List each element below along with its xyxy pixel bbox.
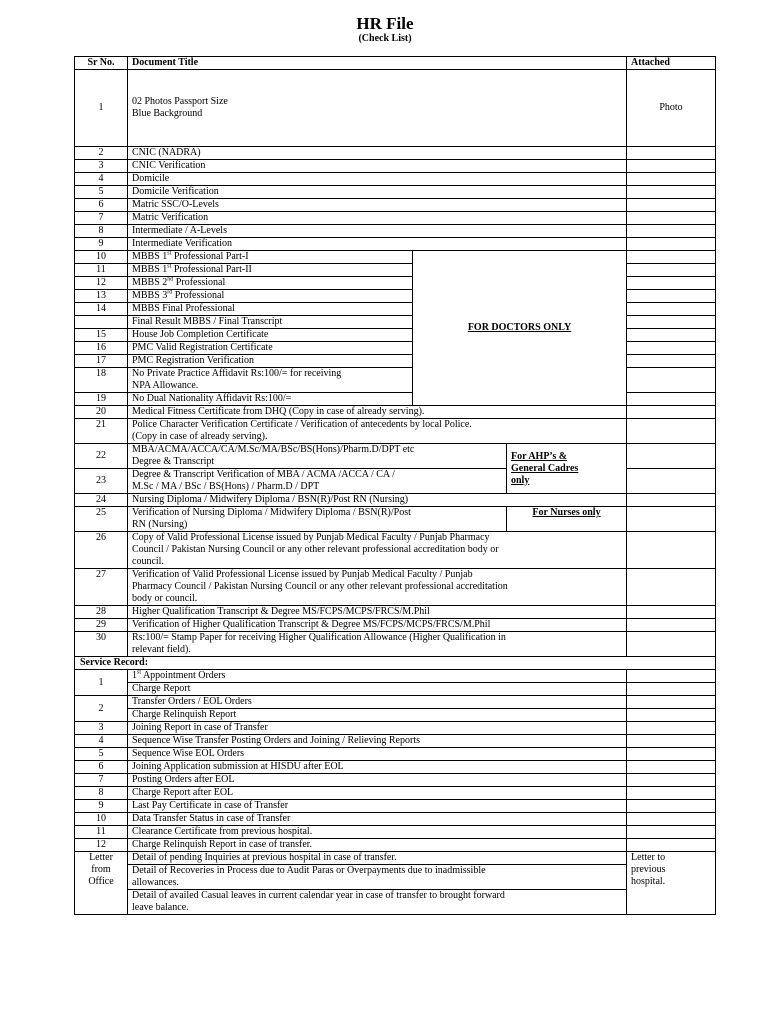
title-cell: Clearance Certificate from previous hospital. (128, 826, 627, 839)
title-line: RN (Nursing) (132, 519, 188, 530)
sr-cell: 19 (75, 393, 128, 406)
sr-cell: 27 (75, 569, 128, 606)
sr-cell: 4 (75, 173, 128, 186)
title-line: 02 Photos Passport Size (132, 96, 228, 107)
sr-cell: 11 (75, 826, 128, 839)
sr-cell: 10 (75, 813, 128, 826)
title-text: Appointment Orders (141, 670, 226, 681)
title-line: Copy of Valid Professional License issued by Punjab Medical Faculty / Punjab Pharmacy (132, 532, 490, 543)
table-row (75, 774, 716, 787)
table-row (75, 212, 716, 225)
title-cell: Medical Fitness Certificate from DHQ (Copy in case of already serving). (128, 406, 627, 419)
table-row (75, 251, 716, 264)
checklist-table (74, 56, 716, 915)
title-cell (128, 569, 627, 606)
attached-cell[interactable] (627, 173, 716, 186)
sr-cell: 21 (75, 419, 128, 444)
sr-cell: 6 (75, 199, 128, 212)
title-line: Rs:100/= Stamp Paper for receiving Higher Qualification Allowance (Higher Qualification in (132, 632, 506, 643)
sr-cell: 22 (75, 444, 128, 469)
sr-cell: 29 (75, 619, 128, 632)
attached-cell[interactable] (627, 160, 716, 173)
attached-cell[interactable] (627, 419, 716, 444)
note-line: For AHP’s & (511, 450, 568, 462)
title-cell (128, 670, 627, 683)
sr-cell: 2 (75, 696, 128, 722)
attached-cell[interactable] (627, 469, 716, 494)
attached-cell[interactable] (627, 238, 716, 251)
title-cell: PMC Valid Registration Certificate (128, 342, 413, 355)
attached-cell[interactable] (627, 406, 716, 419)
title-cell: Intermediate Verification (128, 238, 627, 251)
sr-cell: 4 (75, 735, 128, 748)
doctors-only-note: FOR DOCTORS ONLY (413, 251, 627, 406)
sr-cell: 12 (75, 839, 128, 852)
table-row (75, 225, 716, 238)
page-title: HR File (356, 14, 414, 33)
attached-cell[interactable] (627, 839, 716, 852)
attached-cell[interactable] (627, 444, 716, 469)
sr-cell: 28 (75, 606, 128, 619)
title-cell (128, 507, 507, 532)
table-row (75, 173, 716, 186)
title-cell: Posting Orders after EOL (128, 774, 627, 787)
title-line: council. (132, 556, 164, 567)
table-row (75, 619, 716, 632)
table-row (75, 70, 716, 147)
title-cell: PMC Registration Verification (128, 355, 413, 368)
table-row (75, 813, 716, 826)
attached-cell[interactable] (627, 632, 716, 657)
table-row (75, 494, 716, 507)
attached-cell[interactable] (627, 735, 716, 748)
attached-cell[interactable] (627, 826, 716, 839)
sr-cell: 3 (75, 160, 128, 173)
title-line: NPA Allowance. (132, 380, 199, 391)
table-row (75, 865, 716, 890)
header-row (75, 57, 716, 70)
sr-cell: 16 (75, 342, 128, 355)
title-line: Degree & Transcript (132, 456, 215, 467)
title-cell (128, 532, 627, 569)
title-cell: Intermediate / A-Levels (128, 225, 627, 238)
attached-cell[interactable] (627, 225, 716, 238)
sr-cell: 1 (75, 670, 128, 696)
attached-cell[interactable] (627, 569, 716, 606)
title-text: 1 (132, 670, 137, 681)
table-row (75, 670, 716, 683)
attached-cell[interactable] (627, 212, 716, 225)
attached-cell[interactable] (627, 342, 716, 355)
table-row (75, 406, 716, 419)
sr-cell: 20 (75, 406, 128, 419)
title-cell: CNIC (NADRA) (128, 147, 627, 160)
title-cell (128, 890, 627, 915)
title-text: Professional (172, 290, 225, 301)
title-cell (128, 419, 627, 444)
attached-cell[interactable] (627, 696, 716, 709)
sr-cell: 1 (75, 70, 128, 147)
title-line: relevant field). (132, 644, 191, 655)
title-cell: Charge Report after EOL (128, 787, 627, 800)
note-line: General Cadres (511, 462, 579, 474)
table-row (75, 696, 716, 709)
attached-cell[interactable] (627, 748, 716, 761)
service-record-heading: Service Record: (75, 657, 716, 670)
note-line: only (511, 474, 530, 486)
title-text: MBBS 1 (132, 264, 168, 275)
sr-cell: 8 (75, 787, 128, 800)
sr-cell: 26 (75, 532, 128, 569)
sr-cell: 18 (75, 368, 128, 393)
title-line: Detail of Recoveries in Process due to Audit Paras or Overpayments due to inadmissible (132, 865, 486, 876)
table-row (75, 839, 716, 852)
table-row (75, 444, 716, 469)
table-row (75, 852, 716, 865)
ordinal-suffix: st (167, 250, 172, 257)
page-subtitle: (Check List) (358, 33, 412, 44)
title-cell (128, 70, 627, 147)
attached-cell[interactable] (627, 355, 716, 368)
attached-cell[interactable] (627, 774, 716, 787)
table-row (75, 748, 716, 761)
table-row (75, 199, 716, 212)
col-header-attached: Attached (627, 57, 716, 70)
title-cell (128, 368, 413, 393)
title-cell: Charge Report (128, 683, 627, 696)
table-row (75, 147, 716, 160)
attached-cell[interactable] (627, 722, 716, 735)
letter-from-office-label (75, 852, 128, 915)
attached-cell[interactable] (627, 494, 716, 507)
ordinal-suffix: nd (167, 276, 174, 283)
attached-cell[interactable] (627, 761, 716, 774)
attached-cell[interactable] (627, 800, 716, 813)
sr-cell: 23 (75, 469, 128, 494)
sr-cell: 3 (75, 722, 128, 735)
table-row (75, 632, 716, 657)
table-row (75, 238, 716, 251)
ordinal-suffix: st (137, 669, 142, 676)
sr-cell: 9 (75, 238, 128, 251)
title-cell: Matric Verification (128, 212, 627, 225)
title-line: Pharmacy Council / Pakistan Nursing Council or any other relevant professional accreditation (132, 581, 508, 592)
title-line: body or council. (132, 593, 198, 604)
sr-cell: 9 (75, 800, 128, 813)
attached-cell[interactable] (627, 316, 716, 329)
attached-cell[interactable] (627, 393, 716, 406)
col-header-sr: Sr No. (75, 57, 128, 70)
sr-cell: 5 (75, 186, 128, 199)
attached-cell[interactable] (627, 303, 716, 316)
title-line: (Copy in case of already serving). (132, 431, 268, 442)
title-cell: Sequence Wise EOL Orders (128, 748, 627, 761)
title-cell: Charge Relinquish Report in case of transfer. (128, 839, 627, 852)
title-cell (128, 444, 507, 469)
title-cell: Matric SSC/O-Levels (128, 199, 627, 212)
title-cell: Transfer Orders / EOL Orders (128, 696, 627, 709)
title-line: Degree & Transcript Verification of MBA / ACMA /ACCA / CA / (132, 469, 395, 480)
title-cell: Domicile Verification (128, 186, 627, 199)
sr-cell: 17 (75, 355, 128, 368)
ordinal-suffix: st (167, 263, 172, 270)
title-cell: Domicile (128, 173, 627, 186)
sr-cell: 6 (75, 761, 128, 774)
title-text: MBBS 3 (132, 290, 168, 301)
table-row (75, 722, 716, 735)
title-cell (128, 469, 507, 494)
attached-cell[interactable] (627, 147, 716, 160)
attached-cell[interactable] (627, 709, 716, 722)
attached-cell[interactable] (627, 619, 716, 632)
title-line: MBA/ACMA/ACCA/CA/M.Sc/MA/BSc/BS(Hons)/Pharm.D/DPT etc (132, 444, 415, 455)
label-line: from (91, 864, 111, 875)
label-line: Office (88, 876, 114, 887)
title-text: Professional Part-I (171, 251, 249, 262)
attached-cell[interactable] (627, 670, 716, 683)
sr-cell: 5 (75, 748, 128, 761)
attached-cell[interactable] (627, 277, 716, 290)
title-cell: Last Pay Certificate in case of Transfer (128, 800, 627, 813)
sr-cell (75, 316, 128, 329)
attached-cell[interactable] (627, 186, 716, 199)
title-cell: Final Result MBBS / Final Transcript (128, 316, 413, 329)
attached-cell[interactable] (627, 199, 716, 212)
sr-cell: 7 (75, 774, 128, 787)
title-line: Council / Pakistan Nursing Council or any other relevant professional accreditation body or (132, 544, 499, 555)
ordinal-suffix: rd (167, 289, 173, 296)
sr-cell: 11 (75, 264, 128, 277)
col-header-title: Document Title (128, 57, 627, 70)
sr-cell: 24 (75, 494, 128, 507)
title-text: Professional Part-II (171, 264, 252, 275)
title-cell: Verification of Higher Qualification Transcript & Degree MS/FCPS/MCPS/FRCS/M.Phil (128, 619, 627, 632)
sr-cell: 25 (75, 507, 128, 532)
attached-cell[interactable] (627, 251, 716, 264)
title-cell (128, 290, 413, 303)
table-row (75, 826, 716, 839)
attached-cell[interactable] (627, 507, 716, 532)
table-row (75, 569, 716, 606)
title-line: Blue Background (132, 108, 203, 119)
title-cell (128, 632, 627, 657)
title-line: leave balance. (132, 902, 189, 913)
sr-cell: 15 (75, 329, 128, 342)
title-cell: Joining Application submission at HISDU after EOL (128, 761, 627, 774)
sr-cell: 30 (75, 632, 128, 657)
table-row (75, 507, 716, 532)
title-line: Police Character Verification Certificate / Verification of antecedents by local Police. (132, 419, 472, 430)
attached-cell[interactable] (627, 606, 716, 619)
table-row (75, 532, 716, 569)
sr-cell: 2 (75, 147, 128, 160)
title-cell: House Job Completion Certificate (128, 329, 413, 342)
attached-cell[interactable] (627, 813, 716, 826)
title-cell (128, 865, 627, 890)
table-row (75, 735, 716, 748)
title-cell: Joining Report in case of Transfer (128, 722, 627, 735)
sr-cell: 14 (75, 303, 128, 316)
title-cell (128, 277, 413, 290)
title-cell: Higher Qualification Transcript & Degree MS/FCPS/MCPS/FRCS/M.Phil (128, 606, 627, 619)
nurses-only-note: For Nurses only (507, 507, 627, 532)
table-row (75, 800, 716, 813)
table-row (75, 761, 716, 774)
title-cell: No Dual Nationality Affidavit Rs:100/= (128, 393, 413, 406)
table-row (75, 160, 716, 173)
table-row (75, 186, 716, 199)
title-text: MBBS 1 (132, 251, 168, 262)
title-cell: Nursing Diploma / Midwifery Diploma / BSN(R)/Post RN (Nursing) (128, 494, 627, 507)
title-cell: MBBS Final Professional (128, 303, 413, 316)
attached-cell[interactable] (627, 683, 716, 696)
label-line: Letter (89, 852, 113, 863)
attached-cell[interactable] (627, 532, 716, 569)
title-cell (128, 264, 413, 277)
attached-cell[interactable] (627, 368, 716, 393)
ahp-note (507, 444, 627, 494)
title-line: Verification of Nursing Diploma / Midwifery Diploma / BSN(R)/Post (132, 507, 411, 518)
title-cell (128, 251, 413, 264)
title-cell: Charge Relinquish Report (128, 709, 627, 722)
section-row (75, 657, 716, 670)
attached-line: Letter to (631, 852, 666, 863)
attached-cell[interactable] (627, 264, 716, 277)
attached-cell: Photo (627, 70, 716, 147)
attached-cell[interactable] (627, 329, 716, 342)
title-cell: Detail of pending Inquiries at previous hospital in case of transfer. (128, 852, 627, 865)
title-line: M.Sc / MA / BSc / BS(Hons) / Pharm.D / DPT (132, 481, 320, 492)
attached-line: hospital. (631, 876, 666, 887)
title-cell: Data Transfer Status in case of Transfer (128, 813, 627, 826)
attached-cell[interactable] (627, 290, 716, 303)
title-line: No Private Practice Affidavit Rs:100/= for receiving (132, 368, 342, 379)
sr-cell: 12 (75, 277, 128, 290)
table-row (75, 683, 716, 696)
table-row (75, 787, 716, 800)
title-line: Detail of availed Casual leaves in current calendar year in case of transfer to brought forward (132, 890, 505, 901)
attached-line: previous (631, 864, 666, 875)
title-text: Professional (173, 277, 226, 288)
title-line: allowances. (132, 877, 179, 888)
sr-cell: 13 (75, 290, 128, 303)
sr-cell: 7 (75, 212, 128, 225)
sr-cell: 8 (75, 225, 128, 238)
table-row (75, 890, 716, 915)
title-text: MBBS 2 (132, 277, 168, 288)
title-line: Verification of Valid Professional License issued by Punjab Medical Faculty / Punjab (132, 569, 473, 580)
table-row (75, 709, 716, 722)
table-row (75, 606, 716, 619)
title-cell: Sequence Wise Transfer Posting Orders and Joining / Relieving Reports (128, 735, 627, 748)
sr-cell: 10 (75, 251, 128, 264)
attached-cell (627, 852, 716, 915)
attached-cell[interactable] (627, 787, 716, 800)
table-row (75, 419, 716, 444)
title-cell: CNIC Verification (128, 160, 627, 173)
